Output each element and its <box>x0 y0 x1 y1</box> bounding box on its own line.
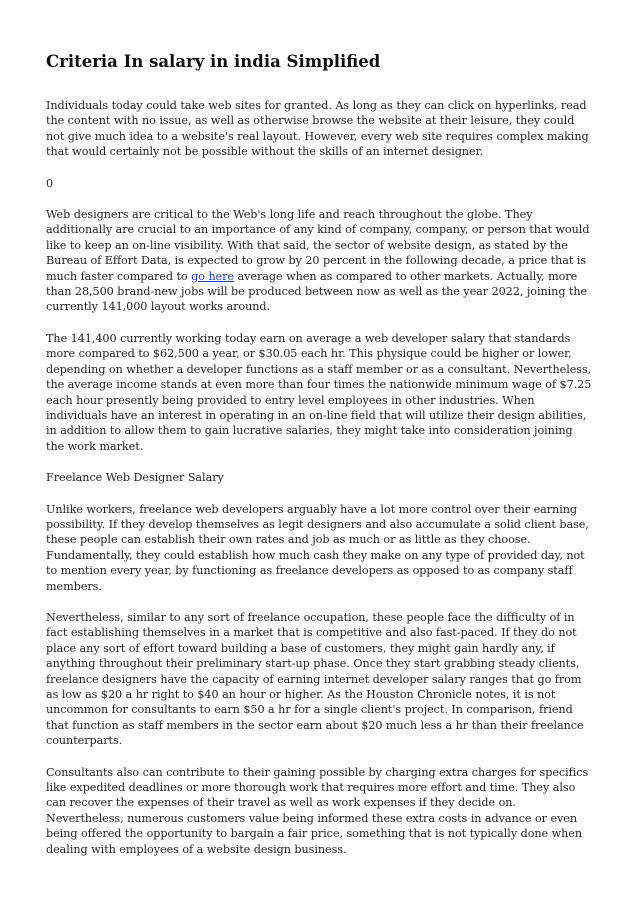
paragraph-salary-average: The 141,400 currently working today earn on average a web developer salary that standards more compared to $62,500 a year, or $30.05 each hr. This physique could be higher or lower, depending on whether a developer functions as a staff member or as a consultant. Nevertheless, the average income stands at even more than four times the nationwide minimum wage of $7.25 each hour presently being provided to entry level employees in other industries. When individuals have an interest in operating in an on-line field that will utilize their design abilities, in addition to allow them to gain lucrative salaries, they might take into consideration joining the work market. <box>46 331 592 453</box>
paragraph-freelance-control: Unlike workers, freelance web developers arguably have a lot more control over their earning possibility. If they develop themselves as legit designers and also accumulate a solid client base, these people can establish their own rates and job as much or as little as they choose. Fundamentally, they could establish how much cash they make on any type of provided day, not to mention every year, by functioning as freelance developers as opposed to as company staff members. <box>46 502 589 593</box>
paragraph-zero: 0 <box>46 176 54 190</box>
page-title: Criteria In salary in india Simplified <box>46 52 381 71</box>
paragraph-text-before-link: Web designers are critical to the Web's long life and reach throughout the globe. They additionally are crucial to an importance of any kind of company, company, or person that would like to keep an on-line visibility. With that said, the sector of website design, as stated by the Bureau of Effort Data, is expected to grow by 20 percent in the following decade, a price that is much faster compared to <box>46 208 590 283</box>
section-subheading: Freelance Web Designer Salary <box>46 471 224 485</box>
document-page <box>46 52 594 873</box>
paragraph-freelance-difficulty: Nevertheless, similar to any sort of freelance occupation, these people face the difficulty of in fact establishing themselves in a market that is competitive and also fast-paced. If they do not place any sort of effort toward building a base of customers, they might gain hardly any, if anything throughout their preliminary start-up phase. Once they start grabbing steady clients, freelance designers have the capacity of earning internet developer salary ranges that go from as low as $20 a hr right to $40 an hour or higher. As the Houston Chronicle notes, it is not uncommon for consultants to earn $50 a hr for a single client's project. In comparison, friend that function as staff members in the sector earn about $20 much less a hr than their freelance counterparts. <box>46 610 584 748</box>
paragraph-web-designers <box>46 207 594 315</box>
paragraph-consultant-charges: Consultants also can contribute to their gaining possible by charging extra charges for specifics like expedited deadlines or more thorough work that requires more effort and time. They also can recover the expenses of their travel as well as work expenses if they decide on. Nevertheless, numerous customers value being informed these extra costs in advance or even being offered the opportunity to bargain a fair price, something that is not typically done when dealing with employees of a website design business. <box>46 765 589 856</box>
paragraph-intro: Individuals today could take web sites for granted. As long as they can click on hyperlinks, read the content with no issue, as well as otherwise browse the website at their leisure, they could not give much idea to a website's real layout. However, every web site requires complex making that would certainly not be possible without the skills of an internet designer. <box>46 99 589 159</box>
go-here-link[interactable]: go here <box>191 269 235 283</box>
paragraph-text-after-link: average when as compared to other markets. Actually, more than 28,500 brand-new jobs will be produced between now as well as the year 2022, joining the currently 141,000 layout works around. <box>46 269 588 314</box>
